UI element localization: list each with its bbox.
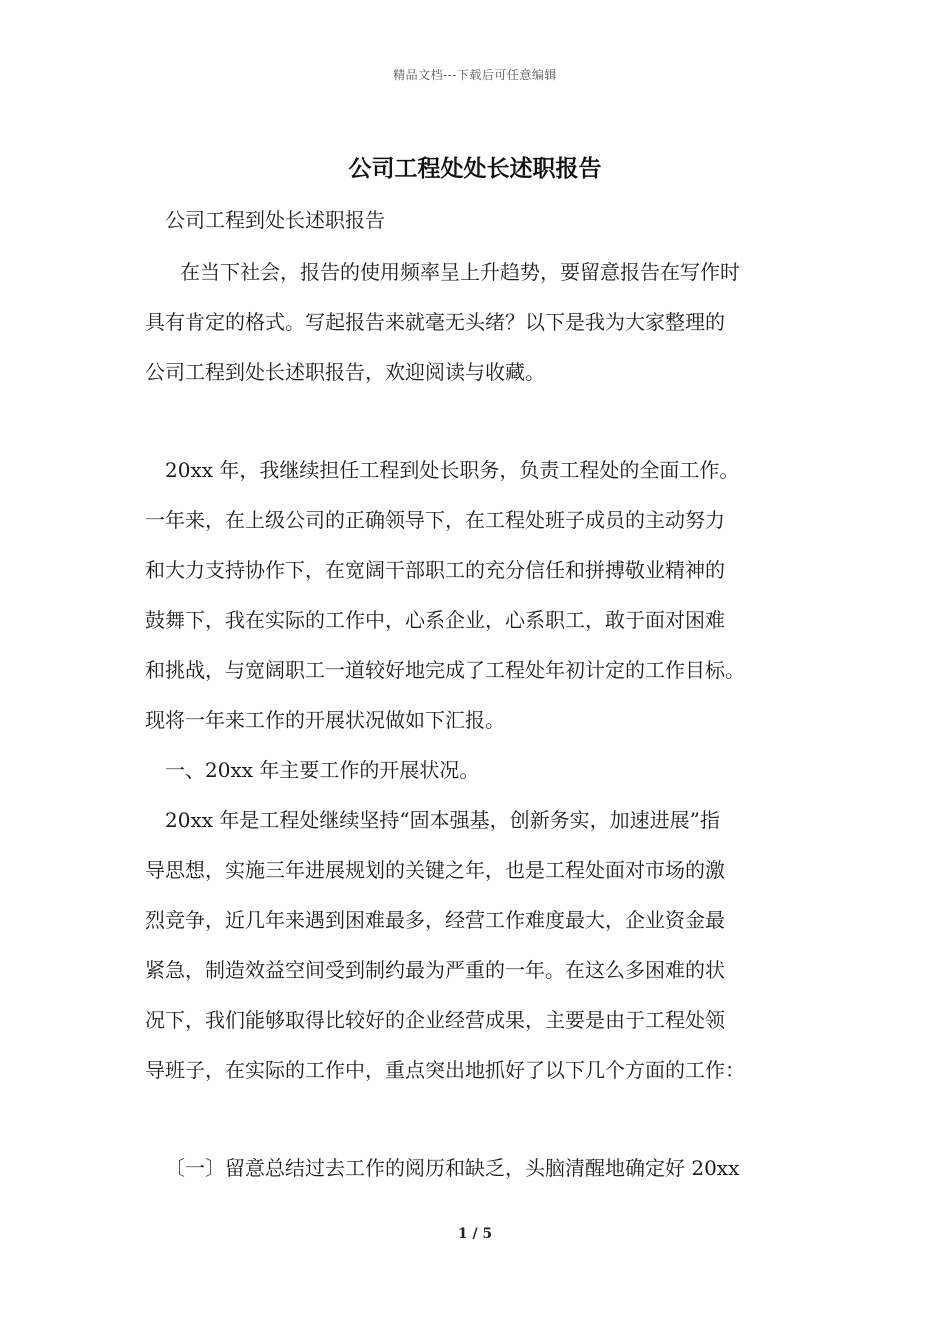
paragraph-line: 导班子，在实际的工作中，重点突出地抓好了以下几个方面的工作： <box>145 1058 745 1082</box>
paragraph-line: 鼓舞下，我在实际的工作中，心系企业，心系职工，敢于面对困难 <box>145 608 725 632</box>
paragraph-line: 和挑战，与宽阔职工一道较好地完成了工程处年初计定的工作目标。 <box>145 658 745 682</box>
subsection-heading: 〔一〕留意总结过去工作的阅历和缺乏，头脑清醒地确定好 20xx <box>165 1156 740 1180</box>
document-subtitle: 公司工程到处长述职报告 <box>165 208 385 232</box>
paragraph-line: 况下，我们能够取得比较好的企业经营成果，主要是由于工程处领 <box>145 1008 725 1032</box>
paragraph-line: 和大力支持协作下，在宽阔干部职工的充分信任和拼搏敬业精神的 <box>145 558 725 582</box>
paragraph-line: 烈竞争，近几年来遇到困难最多，经营工作难度最大，企业资金最 <box>145 908 725 932</box>
intro-line: 公司工程到处长述职报告，欢迎阅读与收藏。 <box>145 360 545 384</box>
paragraph-line: 紧急，制造效益空间受到制约最为严重的一年。在这么多困难的状 <box>145 958 725 982</box>
paragraph-line: 导思想，实施三年进展规划的关键之年，也是工程处面对市场的激 <box>145 858 725 882</box>
paragraph-line: 20xx 年，我继续担任工程到处长职务，负责工程处的全面工作。 <box>165 458 740 482</box>
header-note: 精品文档---下载后可任意编辑 <box>393 68 557 82</box>
intro-line: 具有肯定的格式。写起报告来就毫无头绪？以下是我为大家整理的 <box>145 310 725 334</box>
page-number: 1 / 5 <box>457 1226 493 1242</box>
intro-line: 在当下社会，报告的使用频率呈上升趋势，要留意报告在写作时 <box>180 260 740 284</box>
paragraph-line: 一年来，在上级公司的正确领导下，在工程处班子成员的主动努力 <box>145 508 725 532</box>
document-title: 公司工程处处长述职报告 <box>348 155 602 182</box>
paragraph-line: 20xx 年是工程处继续坚持“固本强基，创新务实，加速进展”指 <box>165 808 720 832</box>
paragraph-line: 现将一年来工作的开展状况做如下汇报。 <box>145 708 505 732</box>
section-heading: 一、20xx 年主要工作的开展状况。 <box>165 758 480 782</box>
